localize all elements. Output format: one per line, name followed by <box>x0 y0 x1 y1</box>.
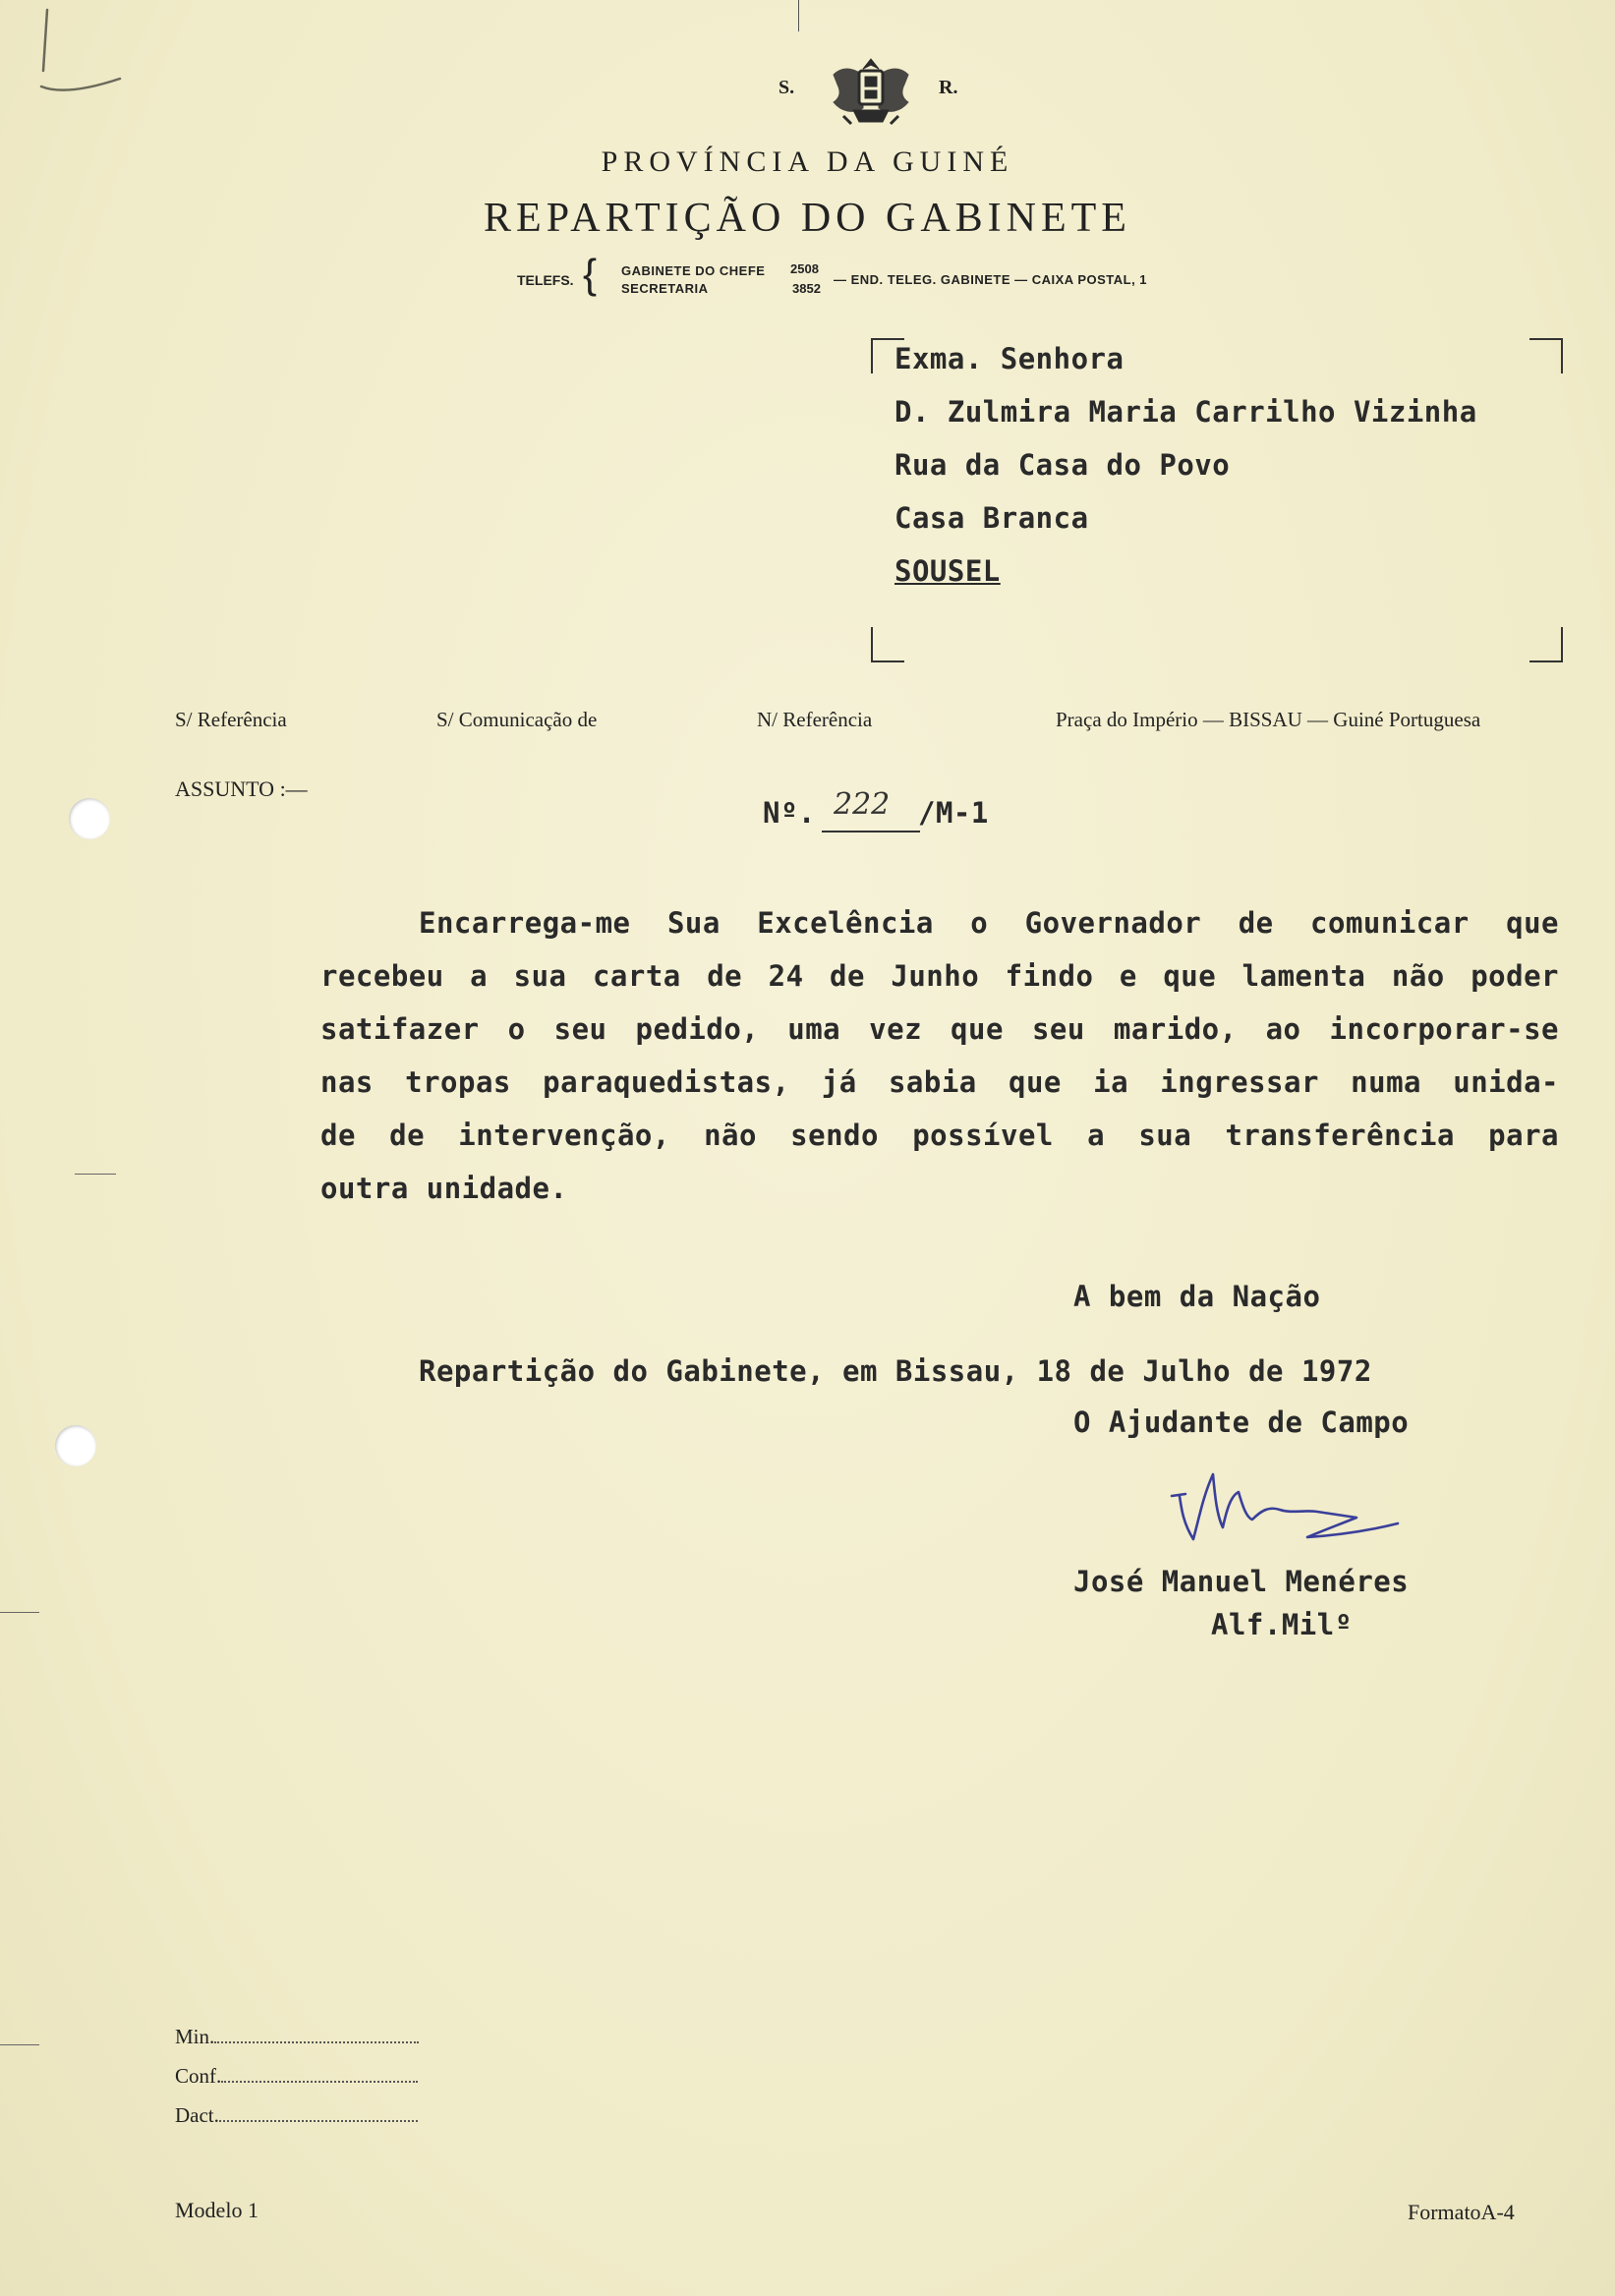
handwritten-signature <box>1170 1466 1415 1557</box>
ref-number-underline <box>822 831 920 832</box>
office-heading: REPARTIÇÃO DO GABINETE <box>484 196 1131 241</box>
address-corner-bottom-right <box>1529 627 1563 662</box>
body-line: nas tropas paraquedistas, já sabia que ia ingressar numa unida- <box>320 1065 1559 1099</box>
address-corner-top-right <box>1529 338 1563 373</box>
body-line: de de intervenção, não sendo possível a sua transferência para <box>320 1119 1559 1152</box>
tel-cabinet-label: GABINETE DO CHEFE <box>621 263 766 278</box>
model-label: Modelo 1 <box>175 2198 259 2222</box>
letter-body <box>320 896 1559 1215</box>
body-line: outra unidade. <box>320 1172 568 1205</box>
ref-number-prefix: Nº. <box>763 796 816 830</box>
telefs-label: TELEFS. <box>517 272 574 288</box>
field-conf-label: Conf. <box>175 2064 222 2088</box>
svg-text:222: 222 <box>834 787 891 822</box>
recipient-salutation: Exma. Senhora <box>894 342 1125 375</box>
tel-cabinet-number: 2508 <box>790 261 819 276</box>
tel-secretary-label: SECRETARIA <box>621 281 709 296</box>
handwritten-ref-number <box>828 782 918 826</box>
signer-name: José Manuel Menéres <box>1073 1565 1410 1598</box>
body-line: satifazer o seu pedido, uma vez que seu marido, ao incorporar-se <box>320 1012 1559 1046</box>
margin-mark <box>75 1174 116 1175</box>
field-min-label: Min. <box>175 2025 215 2048</box>
body-line: recebeu a sua carta de 24 de Junho findo e que lamenta não poder <box>320 959 1559 993</box>
field-conf <box>175 2064 418 2089</box>
recipient-name: D. Zulmira Maria Carrilho Vizinha <box>894 395 1477 429</box>
tel-secretary-number: 3852 <box>792 281 821 296</box>
ref-number-suffix: /M-1 <box>918 796 989 830</box>
punch-hole-bottom <box>55 1425 96 1466</box>
place-and-date: Repartição do Gabinete, em Bissau, 18 de Julho de 1972 <box>419 1354 1372 1388</box>
brace-glyph: { <box>583 251 598 297</box>
recipient-locality: Casa Branca <box>894 501 1089 535</box>
field-dact-label: Dact. <box>175 2103 219 2127</box>
margin-mark <box>0 1612 39 1613</box>
field-conf-dots <box>221 2065 418 2083</box>
closing-motto: A bem da Nação <box>1073 1280 1321 1313</box>
coat-of-arms-icon <box>824 55 918 128</box>
province-heading: PROVÍNCIA DA GUINÉ <box>601 145 1014 178</box>
ink-mark <box>22 6 130 104</box>
office-address: Praça do Império — BISSAU — Guiné Portuguesa <box>1056 708 1481 731</box>
fold-mark-top <box>798 0 799 31</box>
punch-hole-top <box>69 798 110 839</box>
our-reference-label: N/ Referência <box>757 708 873 731</box>
address-corner-bottom-left <box>871 627 904 662</box>
signer-rank: Alf.Milº <box>1211 1608 1353 1641</box>
telegraph-postal-info: — END. TELEG. GABINETE — CAIXA POSTAL, 1 <box>834 272 1148 287</box>
margin-mark <box>0 2044 39 2045</box>
body-line: Encarrega-me Sua Excelência o Governador de comunicar que <box>419 906 1559 940</box>
recipient-street: Rua da Casa do Povo <box>894 448 1231 482</box>
your-communication-label: S/ Comunicação de <box>436 708 598 731</box>
signer-title: O Ajudante de Campo <box>1073 1406 1410 1439</box>
sr-right: R. <box>939 77 958 98</box>
field-dact <box>175 2103 418 2128</box>
your-reference-label: S/ Referência <box>175 708 287 731</box>
field-min-dots <box>214 2026 419 2043</box>
subject-label: ASSUNTO :— <box>175 776 308 801</box>
field-min <box>175 2025 419 2049</box>
sr-left: S. <box>779 77 795 98</box>
field-dact-dots <box>219 2104 418 2122</box>
recipient-town: SOUSEL <box>894 554 1001 588</box>
format-label: FormatoA-4 <box>1408 2200 1515 2224</box>
